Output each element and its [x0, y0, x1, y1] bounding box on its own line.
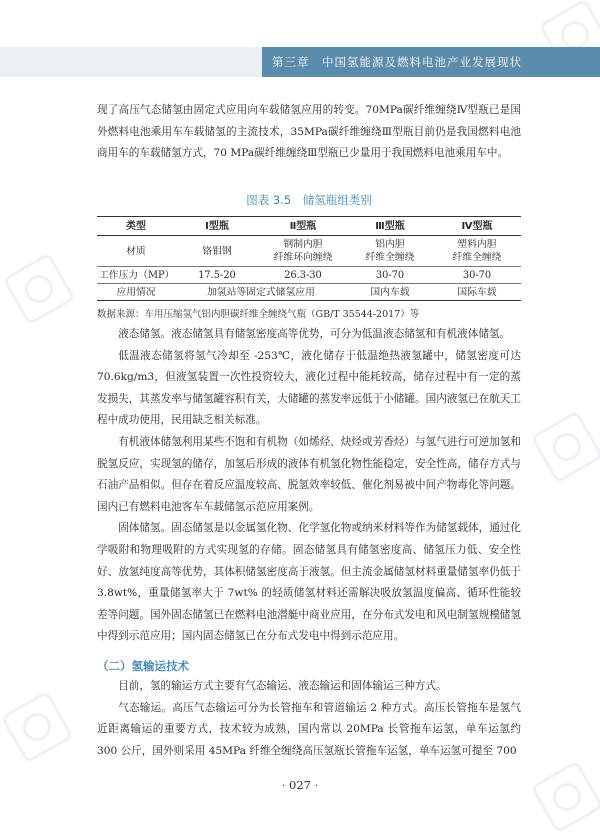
intro-block — [97, 100, 521, 165]
paragraph: 有机液体储氢利用某些不饱和有机物（如烯烃、炔烃或芳香烃）与氢气进行可逆加氢和脱氢反应，实现氢的储存，加氢后形成的液体有机氢化物性能稳定，安全性高，储存方式与石油产品相似。但存在着反应温度较高、脱氢效率较低、催化剂易被中间产物毒化等问题。国内已有燃料电池客车车载储氢示范应用案例。 — [97, 435, 521, 513]
table-cell — [347, 236, 433, 267]
table-row — [97, 236, 521, 267]
table-cell — [433, 236, 521, 267]
paragraph: 气态输运。高压气态输运可分为长管拖车和管道输运 2 种方式。高压长管拖车是氢气近距离输运的重要方式，技术较为成熟，国内常以 20MPa 长管拖车运氢，单车运氢约 300 公斤，国外则采用 45MPa 纤维全缠绕高压氢瓶长管拖车运氢，单车运氢可提至 700 — [97, 701, 521, 757]
watermark-logo — [2, 252, 76, 326]
hydrogen-tank-table — [97, 216, 521, 301]
paragraph: 液态储氢。液态储氢具有储氢密度高等优势，可分为低温液态储氢和有机液体储氢。 — [118, 328, 511, 340]
table-source: 数据来源：车用压缩氢气铝内胆碳纤维全缠绕气瓶（GB/T 35544-2017）等 — [97, 309, 420, 320]
paragraph: 现了高压气态储氢由固定式应用向车载储氢应用的转变。70MPa碳纤维缠绕Ⅳ型瓶已是国外燃料电池乘用车车载储氢的主流技术，35MPa碳纤维缠绕Ⅲ型瓶目前仍是我国燃料电池商用车的车载储氢方式，70 MPa碳纤维缠绕Ⅲ型瓶已少量用于我国燃料电池乘用车中。 — [97, 104, 521, 160]
table-header-cell: Ⅱ型瓶 — [289, 220, 317, 232]
cell-line: 塑料内胆 — [457, 239, 497, 250]
chapter-title: 第三章 中国氢能源及燃料电池产业发展现状 — [262, 47, 600, 77]
cell-line: 纤维全缠绕 — [452, 252, 502, 263]
storage-text-block — [97, 324, 521, 648]
table-row — [97, 267, 521, 284]
table-cell: 国际车载 — [457, 286, 497, 298]
table-row — [97, 284, 521, 301]
paragraph: 低温液态储氢将氢气冷却至 -253℃，液化储存于低温绝热液氢罐中，储氢密度可达70.6kg/m3，但液氢装置一次性投资较大，液化过程中能耗较高，储存过程中有一定的蒸发损失，其蒸发率与储氢罐容积有关，大储罐的蒸发率远低于小储罐。国内液氢已在航天工程中成功使用，民用缺乏相关标准。 — [97, 349, 521, 427]
table-cell: 国内车载 — [370, 286, 410, 298]
table-header-cell: Ⅰ型瓶 — [205, 220, 229, 232]
watermark-logo — [0, 690, 74, 764]
watermark-logo — [530, 410, 600, 484]
table-title: 图表 3.5 储氢瓶组类别 — [246, 193, 372, 207]
table-cell: 材质 — [126, 245, 146, 257]
table-cell: 26.3-30 — [284, 269, 322, 281]
header-light-band — [0, 47, 262, 77]
table-cell — [259, 236, 347, 267]
transport-text-block — [97, 676, 521, 762]
table-header-row — [97, 217, 521, 236]
cell-line: 纤维全缠绕 — [365, 252, 415, 263]
table-cell: 铬钼钢 — [202, 245, 232, 257]
cell-line: 钢制内胆 — [283, 239, 323, 250]
table-header-cell: Ⅳ型瓶 — [461, 220, 493, 232]
chapter-header — [0, 47, 600, 77]
table-header-cell: Ⅲ型瓶 — [375, 220, 405, 232]
paragraph: 目前，氢的输运方式主要有气态输运、液态输运和固体输运三种方式。 — [118, 680, 447, 692]
section-heading: （二）氢输运技术 — [97, 659, 189, 673]
table-cell: 17.5-20 — [198, 269, 236, 281]
table-header-cell: 类型 — [126, 220, 146, 232]
table-cell: 应用情况 — [116, 286, 156, 298]
table-cell: 加氢站等固定式储氢应用 — [207, 286, 315, 298]
cell-line: 铝内胆 — [375, 239, 405, 250]
page-number: · 027 · — [281, 778, 319, 792]
watermark-logo — [530, 760, 600, 834]
table-cell: 30-70 — [375, 269, 405, 281]
paragraph: 固体储氢。固态储氢是以金属氢化物、化学氢化物或纳米材料等作为储氢载体，通过化学吸附和物理吸附的方式实现氢的存储。固态储氢具有储氢密度高、储氢压力低、安全性好、放氢纯度高等优势，其体积储氢密度高于液氢。但主流金属储氢材料重量储氢率仍低于 3.8wt%，重量储氢率大于 7wt% 的轻质储氢材料还需解决吸放氢温度偏高、循环性能较差等问题。国外固态储氢已在燃料电池潜艇中商业应用，在分布式发电和风电制氢规模储氢中得到示范应用；国内固态储氢已在分布式发电中得到示范应用。 — [97, 522, 521, 643]
table-cell: 30-70 — [462, 269, 492, 281]
cell-line: 纤维环向缠绕 — [273, 252, 333, 263]
table-cell: 工作压力（MP） — [99, 269, 175, 281]
